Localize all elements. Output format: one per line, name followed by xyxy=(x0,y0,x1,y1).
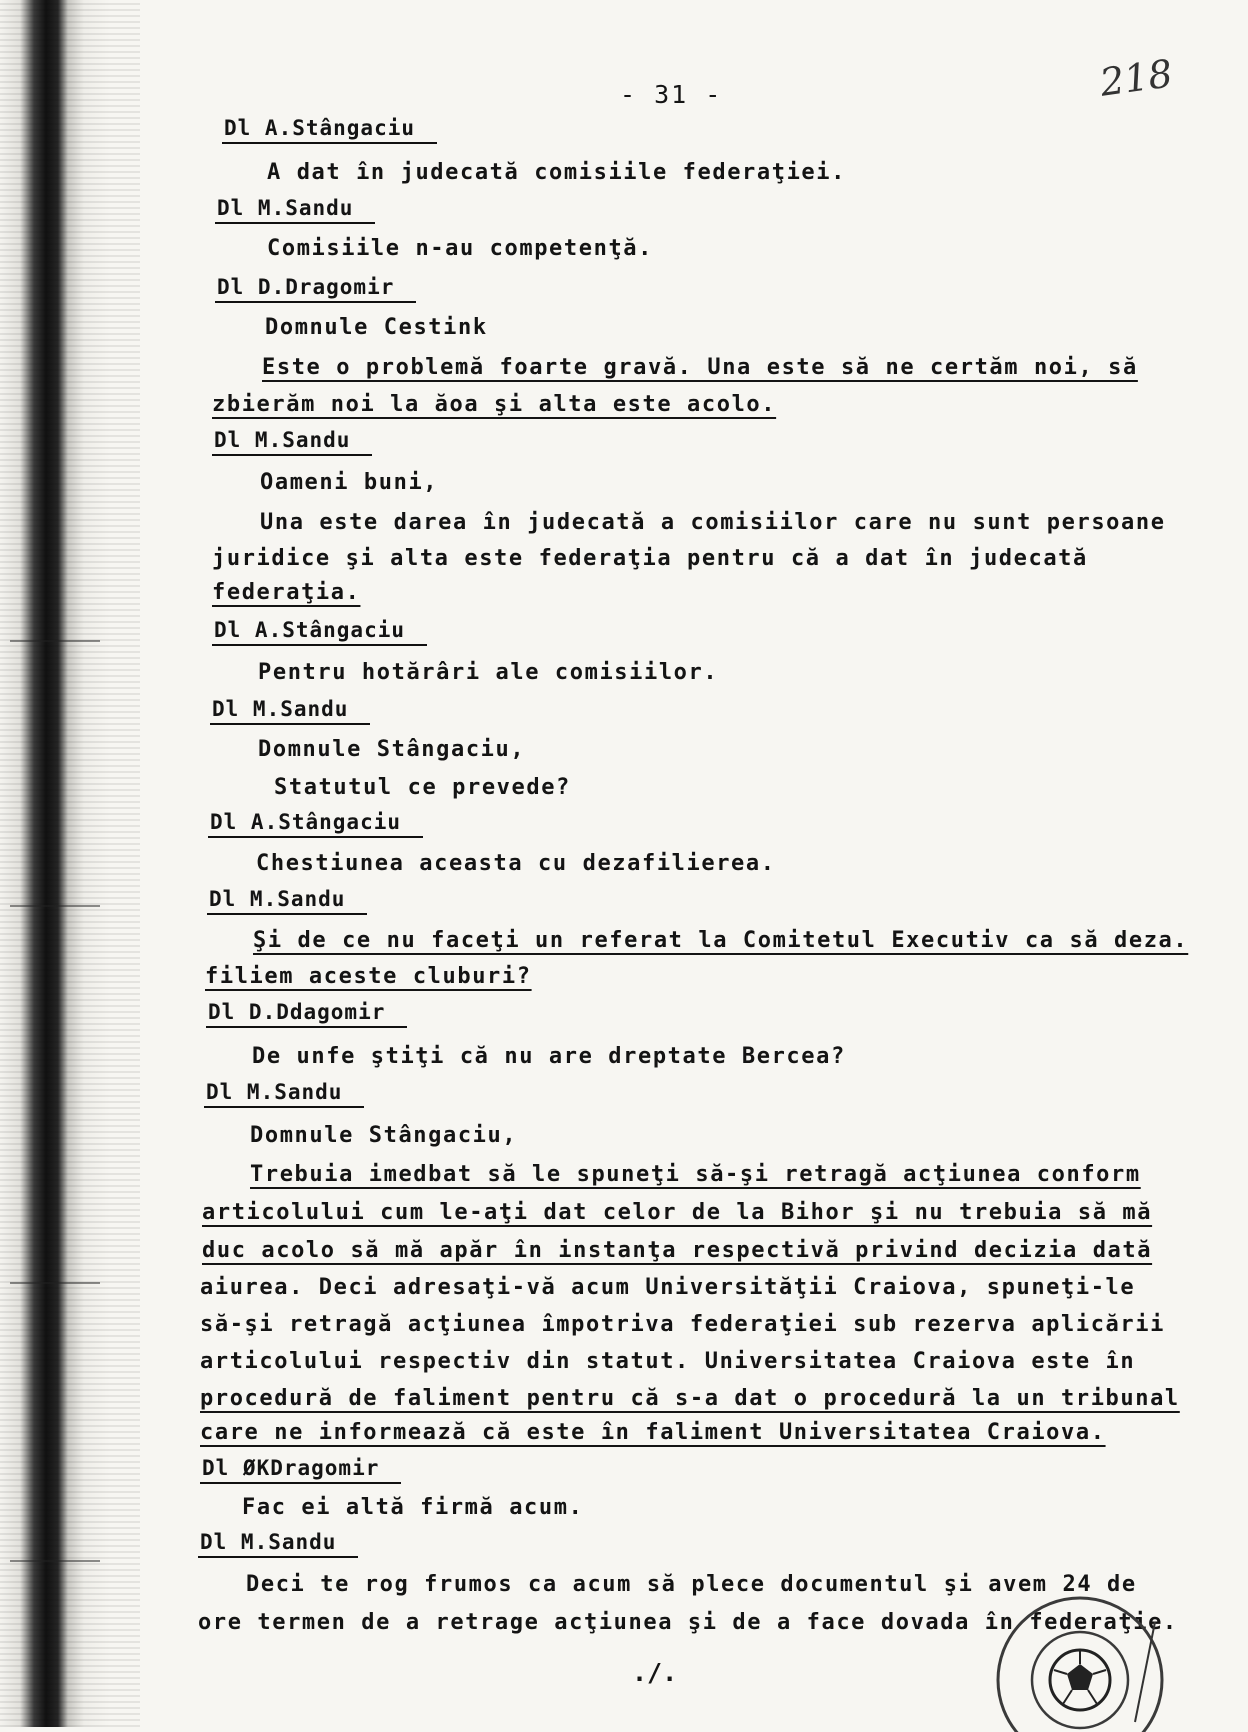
binding-edge xyxy=(0,0,140,1727)
dialogue-line: Pentru hotărâri ale comisiilor. xyxy=(258,660,719,685)
dialogue-line: De unfe ştiţi că nu are dreptate Bercea? xyxy=(252,1044,846,1069)
speaker-name: Dl D.Dragomir xyxy=(215,275,416,303)
dialogue-line: Statutul ce prevede? xyxy=(274,775,571,800)
dialogue-line: Domnule Stângaciu, xyxy=(250,1123,518,1148)
speaker-name: Dl M.Sandu xyxy=(212,428,372,456)
dialogue-line: federaţia. xyxy=(212,580,361,605)
dialogue-line: să-şi retragă acţiunea împotriva federaţiei sub rezerva aplicării xyxy=(200,1312,1165,1337)
dialogue-line: ore termen de a retrage acţiunea şi de a face dovada în federaţie. xyxy=(198,1610,1178,1635)
dialogue-line: Este o problemă foarte gravă. Una este să ne certăm noi, să xyxy=(262,355,1138,380)
dialogue-line: zbierăm noi la ăoa şi alta este acolo. xyxy=(212,392,777,417)
dialogue-line: Domnule Cestink xyxy=(265,315,488,340)
handwritten-page-number: 218 xyxy=(1097,51,1176,105)
page-number: - 31 - xyxy=(620,80,723,109)
speaker-name: Dl M.Sandu xyxy=(198,1530,358,1558)
dialogue-line: juridice şi alta este federaţia pentru că a dat în judecată xyxy=(212,546,1088,571)
federation-stamp xyxy=(985,1582,1175,1732)
dialogue-line: A dat în judecată comisiile federaţiei. xyxy=(267,160,846,185)
dialogue-line: Fac ei altă firmă acum. xyxy=(242,1495,584,1520)
dialogue-line: filiem aceste cluburi? xyxy=(205,964,532,989)
dialogue-line: articolului respectiv din statut. Universitatea Craiova este în xyxy=(200,1349,1136,1374)
speaker-name: Dl M.Sandu xyxy=(204,1080,364,1108)
dialogue-line: procedură de faliment pentru că s-a dat o procedură la un tribunal xyxy=(200,1386,1180,1411)
speaker-name: Dl A.Stângaciu xyxy=(222,116,437,144)
dialogue-line: Trebuia imedbat să le spuneţi să-şi retragă acţiunea conform xyxy=(250,1162,1141,1187)
speaker-name: Dl A.Stângaciu xyxy=(212,618,427,646)
dialogue-line: Şi de ce nu faceţi un referat la Comitetul Executiv ca să deza. xyxy=(253,928,1189,953)
speaker-name: Dl A.Stângaciu xyxy=(208,810,423,838)
dialogue-line: Deci te rog frumos ca acum să plece documentul şi avem 24 de xyxy=(246,1572,1137,1597)
speaker-name: Dl ØKDragomir xyxy=(200,1456,401,1484)
speaker-name: Dl D.Ddagomir xyxy=(206,1000,407,1028)
speaker-name: Dl M.Sandu xyxy=(210,697,370,725)
dialogue-line: care ne informează că este în faliment Universitatea Craiova. xyxy=(200,1420,1106,1445)
closing-mark: ./. xyxy=(632,1658,678,1687)
speaker-name: Dl M.Sandu xyxy=(215,196,375,224)
dialogue-line: Domnule Stângaciu, xyxy=(258,737,526,762)
dialogue-line: duc acolo să mă apăr în instanţa respectivă privind decizia dată xyxy=(202,1238,1153,1263)
speaker-name: Dl M.Sandu xyxy=(207,887,367,915)
dialogue-line: articolului cum le-aţi dat celor de la Bihor şi nu trebuia să mă xyxy=(202,1200,1153,1225)
dialogue-line: aiurea. Deci adresaţi-vă acum Universităţii Craiova, spuneţi-le xyxy=(200,1275,1136,1300)
dialogue-line: Comisiile n-au competenţă. xyxy=(267,236,653,261)
dialogue-line: Chestiunea aceasta cu dezafilierea. xyxy=(256,851,776,876)
dialogue-line: Una este darea în judecată a comisiilor care nu sunt persoane xyxy=(260,510,1166,535)
dialogue-line: Oameni buni, xyxy=(260,470,439,495)
